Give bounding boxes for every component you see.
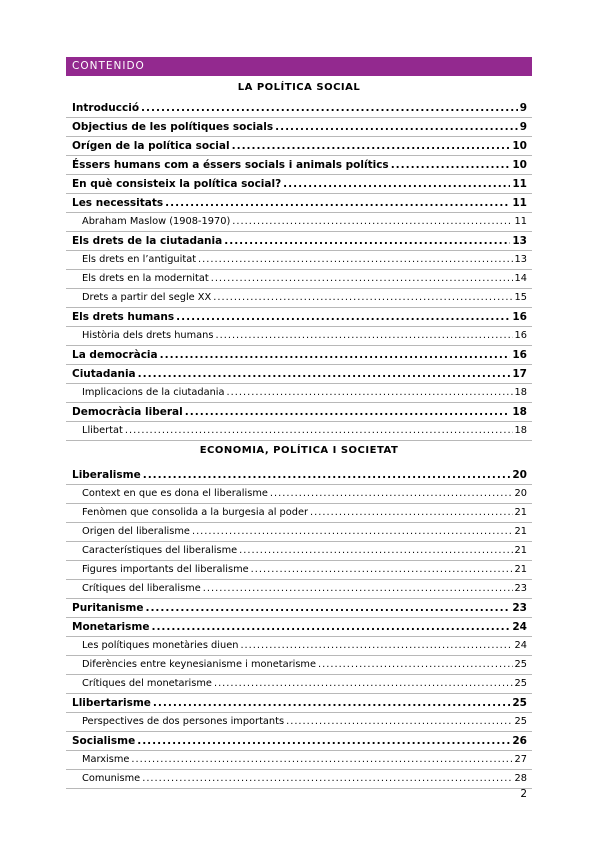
toc-entry-title: Liberalisme — [72, 469, 141, 481]
dot-leader — [138, 367, 511, 381]
toc-entry[interactable] — [72, 405, 527, 419]
toc-entry-page: 25 — [512, 697, 527, 709]
dot-leader — [198, 253, 512, 267]
toc-entry-page: 18 — [514, 387, 527, 398]
toc-entry[interactable] — [72, 734, 527, 748]
toc-entry-page: 16 — [512, 311, 527, 323]
toc-subentry[interactable] — [82, 291, 527, 305]
toc-entry-title: Els drets humans — [72, 311, 175, 323]
toc-subentry[interactable] — [82, 253, 527, 267]
dot-leader — [142, 772, 512, 786]
toc-entry-title: Marxisme — [82, 754, 130, 765]
dot-leader — [251, 563, 513, 577]
toc-entry-title: La democràcia — [72, 349, 158, 361]
toc-entry-title: Monetarisme — [72, 621, 150, 633]
toc-subentry[interactable] — [82, 424, 527, 438]
row-divider — [66, 655, 532, 656]
toc-entry-page: 25 — [514, 659, 527, 670]
dot-leader — [151, 620, 510, 634]
toc-entry-title: Introducció — [72, 102, 140, 114]
toc-entry[interactable] — [72, 158, 527, 172]
page-number: 2 — [520, 788, 527, 800]
toc-entry-page: 21 — [514, 507, 527, 518]
toc-entry[interactable] — [72, 101, 527, 115]
dot-leader — [227, 386, 513, 400]
row-divider — [66, 769, 532, 770]
dot-leader — [213, 291, 512, 305]
toc-subentry[interactable] — [82, 582, 527, 596]
toc-subentry[interactable] — [82, 772, 527, 786]
toc-entry-title: Els drets en la modernitat — [82, 273, 209, 284]
dot-leader — [141, 101, 518, 115]
row-divider — [66, 503, 532, 504]
toc-entry[interactable] — [72, 468, 527, 482]
toc-entry-page: 13 — [514, 254, 527, 265]
toc-entry-title: Característiques del liberalisme — [82, 545, 238, 556]
toc-entry-title: Socialisme — [72, 735, 136, 747]
toc-entry-page: 28 — [514, 773, 527, 784]
toc-entry-page: 20 — [514, 488, 527, 499]
dot-leader — [232, 215, 512, 229]
row-divider — [66, 674, 532, 675]
row-divider — [66, 731, 532, 732]
dot-leader — [153, 696, 510, 710]
toc-entry-title: Fenòmen que consolida a la burgesia al poder — [82, 507, 309, 518]
toc-entry-page: 9 — [519, 102, 527, 114]
toc-entry-title: Crítiques del liberalisme — [82, 583, 201, 594]
section-title: LA POLÍTICA SOCIAL — [237, 82, 361, 93]
toc-entry-title: Història dels drets humans — [82, 330, 214, 341]
toc-entry[interactable] — [72, 310, 527, 324]
toc-entry-page: 25 — [514, 678, 527, 689]
toc-entry-title: Figures importants del liberalisme — [82, 564, 249, 575]
dot-leader — [131, 753, 512, 767]
contents-banner: CONTENIDO — [66, 57, 532, 76]
dot-leader — [137, 734, 510, 748]
row-divider — [66, 155, 532, 156]
toc-entry-title: Context en que es dona el liberalisme — [82, 488, 268, 499]
dot-leader — [203, 582, 513, 596]
toc-entry-page: 18 — [514, 425, 527, 436]
toc-entry-page: 17 — [512, 368, 527, 380]
row-divider — [66, 598, 532, 599]
dot-leader — [211, 272, 513, 286]
toc-entry-page: 27 — [514, 754, 527, 765]
toc-entry-page: 21 — [514, 545, 527, 556]
row-divider — [66, 212, 532, 213]
toc-entry-title: En què consisteix la política social? — [72, 178, 282, 190]
toc-entry-title: Les polítiques monetàries diuen — [82, 640, 239, 651]
dot-leader — [176, 310, 510, 324]
dot-leader — [143, 468, 511, 482]
row-divider — [66, 541, 532, 542]
row-divider — [66, 269, 532, 270]
toc-entry-page: 11 — [512, 197, 527, 209]
dot-leader — [286, 715, 512, 729]
toc-entry-page: 14 — [514, 273, 527, 284]
row-divider — [66, 579, 532, 580]
toc-subentry[interactable] — [82, 525, 527, 539]
row-divider — [66, 636, 532, 637]
row-divider — [66, 345, 532, 346]
toc-entry-title: Crítiques del monetarisme — [82, 678, 212, 689]
toc-entry-page: 26 — [512, 735, 527, 747]
toc-subentry[interactable] — [82, 563, 527, 577]
toc-entry-page: 20 — [512, 469, 527, 481]
toc-entry-title: Abraham Maslow (1908-1970) — [82, 216, 231, 227]
toc-entry-title: Puritanisme — [72, 602, 144, 614]
toc-entry-title: Drets a partir del segle XX — [82, 292, 212, 303]
row-divider — [66, 693, 532, 694]
toc-entry-title: Origen del liberalisme — [82, 526, 190, 537]
toc-entry-title: Els drets en l’antiguitat — [82, 254, 197, 265]
dot-leader — [160, 348, 511, 362]
toc-entry-title: Implicacions de la ciutadania — [82, 387, 225, 398]
toc-entry-page: 10 — [512, 159, 527, 171]
dot-leader — [239, 544, 512, 558]
toc-entry-title: Comunisme — [82, 773, 141, 784]
toc-entry-page: 23 — [514, 583, 527, 594]
toc-entry[interactable] — [72, 139, 527, 153]
dot-leader — [165, 196, 510, 210]
dot-leader — [125, 424, 513, 438]
row-divider — [66, 484, 532, 485]
toc-subentry[interactable] — [82, 386, 527, 400]
row-divider — [66, 383, 532, 384]
dot-leader — [283, 177, 510, 191]
toc-entry[interactable] — [72, 696, 527, 710]
row-divider — [66, 193, 532, 194]
toc-entry-page: 16 — [512, 349, 527, 361]
dot-leader — [224, 234, 510, 248]
toc-entry-page: 9 — [519, 121, 527, 133]
toc-entry-page: 25 — [514, 716, 527, 727]
toc-entry-title: Democràcia liberal — [72, 406, 183, 418]
toc-subentry[interactable] — [82, 506, 527, 520]
dot-leader — [232, 139, 511, 153]
toc-entry-page: 10 — [512, 140, 527, 152]
toc-entry[interactable] — [72, 120, 527, 134]
toc-entry-title: Éssers humans com a éssers socials i animals polítics — [72, 159, 389, 171]
dot-leader — [318, 658, 513, 672]
toc-entry-title: Perspectives de dos persones importants — [82, 716, 285, 727]
toc-entry[interactable] — [72, 620, 527, 634]
toc-entry[interactable] — [72, 601, 527, 615]
toc-entry-page: 11 — [514, 216, 527, 227]
toc-entry-page: 11 — [512, 178, 527, 190]
row-divider — [66, 117, 532, 118]
row-divider — [66, 364, 532, 365]
toc-entry-page: 16 — [514, 330, 527, 341]
row-divider — [66, 522, 532, 523]
toc-entry-title: Ciutadania — [72, 368, 136, 380]
toc-subentry[interactable] — [82, 487, 527, 501]
toc-subentry[interactable] — [82, 544, 527, 558]
section-title: ECONOMIA, POLÍTICA I SOCIETAT — [199, 445, 399, 456]
dot-leader — [215, 329, 512, 343]
row-divider — [66, 231, 532, 232]
dot-leader — [214, 677, 513, 691]
dot-leader — [145, 601, 510, 615]
toc-entry-title: Llibertat — [82, 425, 123, 436]
toc-entry-page: 23 — [512, 602, 527, 614]
toc-subentry[interactable] — [82, 715, 527, 729]
toc-entry-title: Objectius de les polítiques socials — [72, 121, 274, 133]
toc-subentry[interactable] — [82, 639, 527, 653]
toc-entry-page: 24 — [512, 621, 527, 633]
toc-entry[interactable] — [72, 177, 527, 191]
toc-entry[interactable] — [72, 367, 527, 381]
toc-subentry[interactable] — [82, 272, 527, 286]
toc-subentry[interactable] — [82, 677, 527, 691]
toc-entry-title: Llibertarisme — [72, 697, 151, 709]
toc-entry-page: 18 — [512, 406, 527, 418]
dot-leader — [192, 525, 513, 539]
toc-subentry[interactable] — [82, 753, 527, 767]
row-divider — [66, 250, 532, 251]
toc-entry-page: 21 — [514, 564, 527, 575]
dot-leader — [391, 158, 511, 172]
toc-entry-title: Diferències entre keynesianisme i monetarisme — [82, 659, 316, 670]
dot-leader — [240, 639, 512, 653]
dot-leader — [185, 405, 511, 419]
row-divider — [66, 750, 532, 751]
toc-subentry[interactable] — [82, 329, 527, 343]
toc-entry-page: 15 — [514, 292, 527, 303]
dot-leader — [270, 487, 513, 501]
dot-leader — [275, 120, 518, 134]
row-divider — [66, 560, 532, 561]
row-divider — [66, 788, 532, 789]
row-divider — [66, 326, 532, 327]
row-divider — [66, 440, 532, 441]
toc-entry[interactable] — [72, 234, 527, 248]
row-divider — [66, 288, 532, 289]
toc-entry-title: Les necessitats — [72, 197, 164, 209]
dot-leader — [310, 506, 513, 520]
row-divider — [66, 174, 532, 175]
toc-subentry[interactable] — [82, 215, 527, 229]
toc-entry-title: Els drets de la ciutadania — [72, 235, 223, 247]
row-divider — [66, 421, 532, 422]
row-divider — [66, 402, 532, 403]
toc-entry[interactable] — [72, 196, 527, 210]
toc-entry-page: 13 — [512, 235, 527, 247]
row-divider — [66, 307, 532, 308]
row-divider — [66, 136, 532, 137]
toc-entry[interactable] — [72, 348, 527, 362]
toc-subentry[interactable] — [82, 658, 527, 672]
row-divider — [66, 617, 532, 618]
row-divider — [66, 712, 532, 713]
toc-entry-page: 24 — [514, 640, 527, 651]
toc-entry-page: 21 — [514, 526, 527, 537]
toc-entry-title: Orígen de la política social — [72, 140, 230, 152]
